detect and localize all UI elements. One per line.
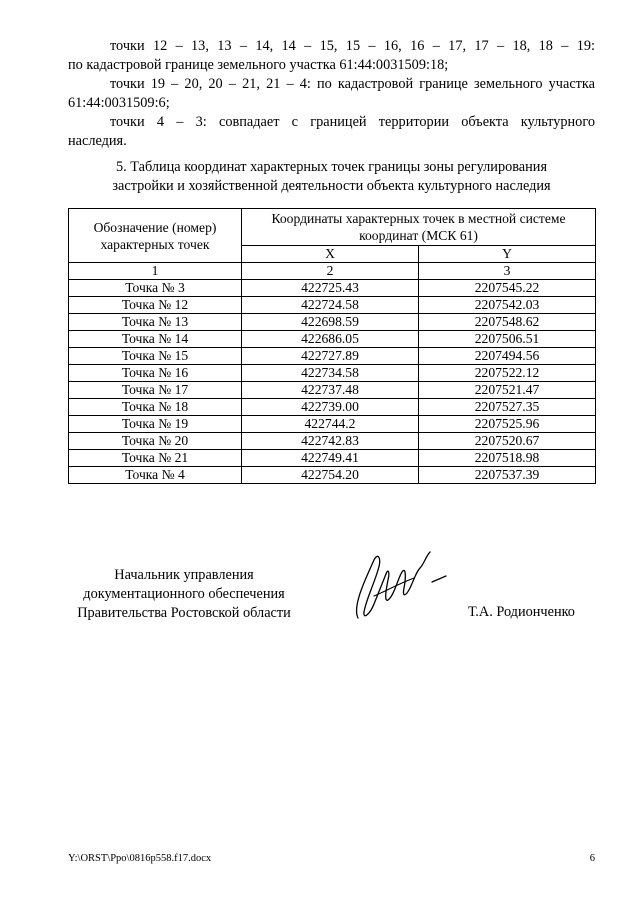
point-name: Точка № 17 <box>69 382 242 399</box>
caption-line-1: 5. Таблица координат характерных точек границы зоны регулирования <box>115 159 548 175</box>
point-name: Точка № 13 <box>69 314 242 331</box>
signatory-title-line-2: документационного обеспечения <box>83 586 285 602</box>
y-value: 2207521.47 <box>419 382 596 399</box>
caption-line-2: застройки и хозяйственной деятельности объекта культурного наследия <box>112 178 551 194</box>
point-name: Точка № 19 <box>69 416 242 433</box>
table-row <box>69 433 596 450</box>
table-row <box>69 331 596 348</box>
point-name: Точка № 4 <box>69 467 242 484</box>
paragraph-3 <box>68 113 595 132</box>
header-y: Y <box>419 246 596 263</box>
signatory-name: Т.А. Родионченко <box>468 604 575 620</box>
x-value: 422727.89 <box>242 348 419 365</box>
paragraph-1-line-1: точки 12 – 13, 13 – 14, 14 – 15, 15 – 16, 16 – 17, 17 – 18, 18 – 19: <box>110 38 595 54</box>
header-designation: Обозначение (номер) характерных точек <box>69 209 242 263</box>
y-value: 2207545.22 <box>419 280 596 297</box>
coordinates-table <box>68 208 596 484</box>
column-number-3: 3 <box>419 263 596 280</box>
x-value: 422725.43 <box>242 280 419 297</box>
table-caption <box>68 158 595 196</box>
x-value: 422742.83 <box>242 433 419 450</box>
table-row <box>69 382 596 399</box>
y-value: 2207494.56 <box>419 348 596 365</box>
point-name: Точка № 14 <box>69 331 242 348</box>
handwritten-signature <box>344 548 454 630</box>
footer-file-path: Y:\ORST\Ppo\0816p558.f17.docx <box>68 853 212 864</box>
point-name: Точка № 3 <box>69 280 242 297</box>
paragraph-2-line-1: точки 19 – 20, 20 – 21, 21 – 4: по кадастровой границе земельного участка <box>110 76 595 92</box>
point-name: Точка № 12 <box>69 297 242 314</box>
intro-text <box>68 37 595 151</box>
paragraph-3-line-1: точки 4 – 3: совпадает с границей территории объекта культурного <box>110 114 595 130</box>
x-value: 422739.00 <box>242 399 419 416</box>
y-value: 2207506.51 <box>419 331 596 348</box>
signatory-title-line-3: Правительства Ростовской области <box>77 605 291 621</box>
x-value: 422724.58 <box>242 297 419 314</box>
paragraph-1-line-2: по кадастровой границе земельного участка 61:44:0031509:18; <box>68 57 449 73</box>
signatory-title <box>68 566 300 623</box>
table-row <box>69 297 596 314</box>
paragraph-1 <box>68 37 595 56</box>
y-value: 2207537.39 <box>419 467 596 484</box>
x-value: 422749.41 <box>242 450 419 467</box>
paragraph-2-line-2: 61:44:0031509:6; <box>68 95 170 111</box>
x-value: 422737.48 <box>242 382 419 399</box>
x-value: 422698.59 <box>242 314 419 331</box>
y-value: 2207527.35 <box>419 399 596 416</box>
point-name: Точка № 15 <box>69 348 242 365</box>
signatory-title-line-1: Начальник управления <box>114 567 254 583</box>
y-value: 2207525.96 <box>419 416 596 433</box>
table-row <box>69 467 596 484</box>
page-number: 6 <box>589 853 595 864</box>
table-row <box>69 365 596 382</box>
table-row <box>69 450 596 467</box>
paragraph-1-cont <box>68 56 595 75</box>
column-number-2: 2 <box>242 263 419 280</box>
x-value: 422744.2 <box>242 416 419 433</box>
paragraph-2 <box>68 75 595 94</box>
y-value: 2207548.62 <box>419 314 596 331</box>
header-coordinates: Координаты характерных точек в местной системе координат (МСК 61) <box>242 209 596 246</box>
y-value: 2207522.12 <box>419 365 596 382</box>
point-name: Точка № 20 <box>69 433 242 450</box>
y-value: 2207518.98 <box>419 450 596 467</box>
point-name: Точка № 16 <box>69 365 242 382</box>
x-value: 422686.05 <box>242 331 419 348</box>
table-row <box>69 399 596 416</box>
point-name: Точка № 21 <box>69 450 242 467</box>
column-number-1: 1 <box>69 263 242 280</box>
paragraph-3-cont <box>68 132 595 151</box>
table-row <box>69 314 596 331</box>
x-value: 422734.58 <box>242 365 419 382</box>
y-value: 2207520.67 <box>419 433 596 450</box>
table-row <box>69 348 596 365</box>
table-row <box>69 280 596 297</box>
paragraph-3-line-2: наследия. <box>68 133 127 149</box>
x-value: 422754.20 <box>242 467 419 484</box>
paragraph-2-cont <box>68 94 595 113</box>
header-x: X <box>242 246 419 263</box>
point-name: Точка № 18 <box>69 399 242 416</box>
table-row <box>69 416 596 433</box>
y-value: 2207542.03 <box>419 297 596 314</box>
